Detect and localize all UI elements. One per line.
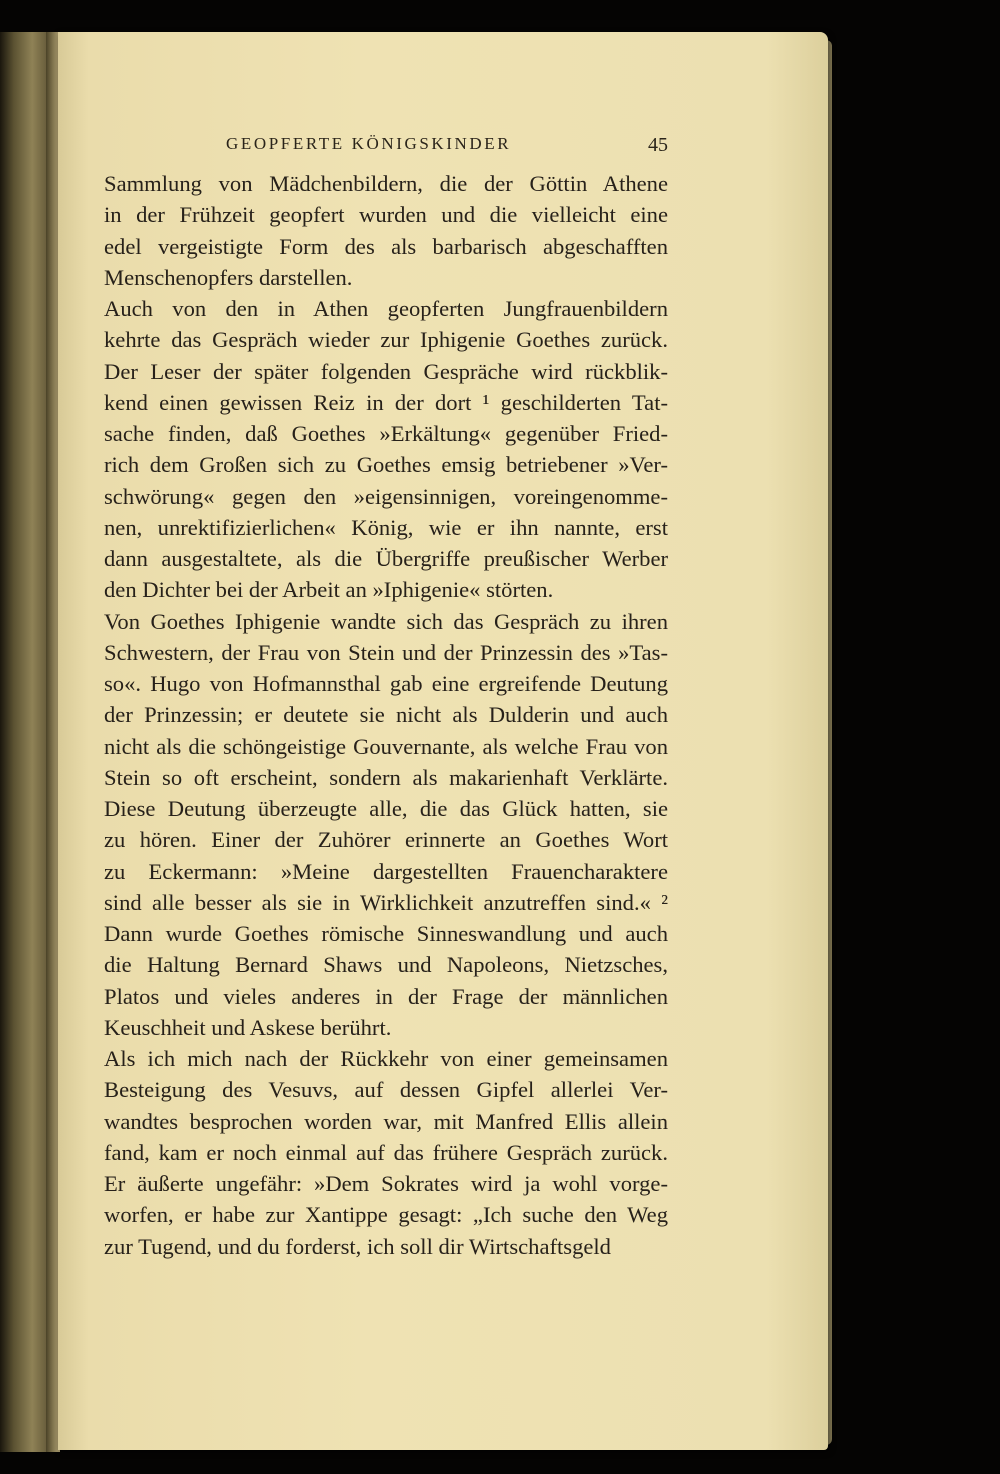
text-line: zu hören. Einer der Zuhörer erinnerte an Goethes Wort [104, 827, 668, 853]
text-line: Von Goethes Iphigenie wandte sich das Gespräch zu ihren [104, 608, 668, 634]
text-line: Der Leser der später folgenden Gespräche wird rückblik- [104, 358, 668, 384]
text-line: nicht als die schöngeistige Gouvernante, als welche Frau von [104, 733, 668, 759]
text-line: wandtes besprochen worden war, mit Manfred Ellis allein [104, 1108, 668, 1134]
text-line: nen, unrektifizierlichen« König, wie er ihn nannte, erst [104, 514, 668, 540]
text-line: Auch von den in Athen geopferten Jungfrauenbildern [104, 296, 668, 321]
text-line: Dann wurde Goethes römische Sinneswandlung und auch [104, 921, 668, 946]
text-line: Schwestern, der Frau von Stein und der Prinzessin des »Tas- [104, 639, 668, 665]
text-line: sache finden, daß Goethes »Erkältung« gegenüber Fried- [104, 421, 668, 446]
page-number: 45 [648, 134, 668, 156]
text-line: Menschenopfers darstellen. [104, 264, 353, 290]
text-line: Stein so oft erscheint, sondern als makarienhaft Verklärte. [104, 764, 668, 790]
text-line: so«. Hugo von Hofmannsthal gab eine ergreifende Deutung [104, 671, 668, 696]
text-line: Sammlung von Mädchenbildern, die der Göttin Athene [104, 171, 668, 196]
previous-page-edge [0, 32, 46, 1452]
text-line: Besteigung des Vesuvs, auf dessen Gipfel allerlei Ver- [104, 1077, 668, 1103]
text-line: der Prinzessin; er deutete sie nicht als Dulderin und auch [104, 702, 668, 728]
text-line: Diese Deutung überzeugte alle, die das Glück hatten, sie [104, 796, 668, 821]
text-line: dann ausgestaltete, als die Übergriffe preußischer Werber [104, 546, 668, 571]
text-line: Platos und vieles anderes in der Frage der männlichen [104, 983, 668, 1009]
text-line: fand, kam er noch einmal auf das frühere Gespräch zurück. [104, 1139, 668, 1165]
text-line: Als ich mich nach der Rückkehr von einer gemeinsamen [104, 1046, 668, 1071]
paragraph [104, 1043, 668, 1262]
text-line: edel vergeistigte Form des als barbarisch abgeschafften [104, 233, 668, 259]
text-line: zu Eckermann: »Meine dargestellten Frauencharaktere [104, 858, 668, 884]
paragraph [104, 168, 668, 293]
text-line: Keuschheit und Askese berührt. [104, 1014, 392, 1040]
text-line: schwörung« gegen den »eigensinnigen, voreingenomme- [104, 483, 668, 509]
text-line: kehrte das Gespräch wieder zur Iphigenie Goethes zurück. [104, 327, 668, 353]
text-line: kend einen gewissen Reiz in der dort ¹ geschilderten Tat- [104, 389, 668, 415]
text-line: in der Frühzeit geopfert wurden und die vielleicht eine [104, 202, 668, 228]
body-text [104, 168, 668, 1262]
text-line: sind alle besser als sie in Wirklichkeit anzutreffen sind.« ² [104, 889, 668, 915]
paragraph [104, 293, 668, 606]
running-head [104, 134, 668, 158]
text-line: zur Tugend, und du forderst, ich soll dir Wirtschaftsgeld [104, 1233, 611, 1259]
text-line: rich dem Großen sich zu Goethes emsig betriebener »Ver- [104, 452, 668, 478]
paragraph [104, 606, 668, 1044]
text-line: die Haltung Bernard Shaws und Napoleons, Nietzsches, [104, 952, 668, 978]
text-line: worfen, er habe zur Xantippe gesagt: „Ich suche den Weg [104, 1202, 668, 1228]
text-line: den Dichter bei der Arbeit an »Iphigenie« störten. [104, 577, 554, 603]
running-head-title: GEOPFERTE KÖNIGSKINDER [226, 134, 512, 153]
text-line: Er äußerte ungefähr: »Dem Sokrates wird ja wohl vorge- [104, 1171, 668, 1196]
